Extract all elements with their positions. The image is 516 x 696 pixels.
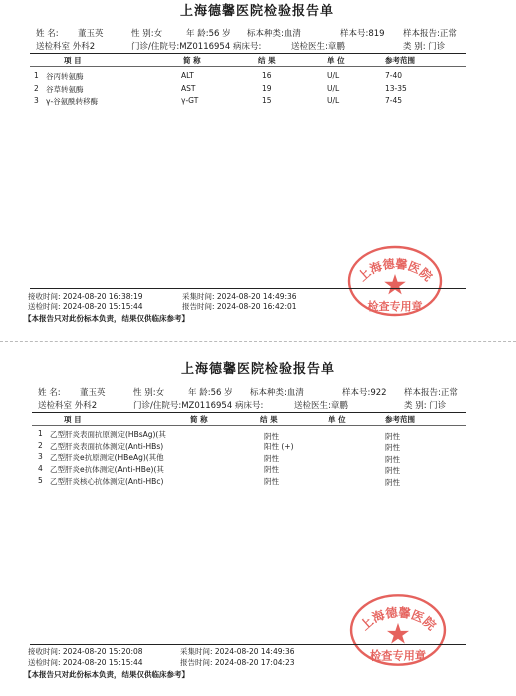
column-header: 结 果: [258, 56, 276, 65]
item-unit: U/L: [327, 84, 340, 93]
item-name: 乙型肝炎表面抗体测定(Anti-HBs): [50, 442, 164, 451]
item-reference: 7-40: [385, 71, 403, 80]
item-reference: 阴性: [385, 466, 400, 475]
item-abbr: ALT: [181, 71, 194, 80]
row-index: 3: [34, 96, 39, 105]
column-header: 结 果: [260, 415, 278, 424]
row-index: 2: [34, 84, 39, 93]
doctor: 送检医生:章鹏: [291, 42, 345, 52]
send-time: 送检时间: 2024-08-20 15:15:44: [28, 302, 143, 311]
item-reference: 13-35: [385, 84, 407, 93]
report-time: 报告时间: 2024-08-20 17:04:23: [180, 658, 295, 667]
category: 类 别: 门诊: [404, 401, 447, 411]
seal-top-text: 上海德馨医院: [357, 605, 439, 634]
page-separator: [0, 341, 516, 342]
department: 送检科室 外科2: [38, 401, 98, 411]
divider: [32, 412, 466, 413]
patient-name: 董玉英: [80, 388, 106, 398]
row-index: 1: [38, 429, 43, 438]
item-name: 乙型肝炎e抗原测定(HBeAg)(其他: [50, 453, 164, 462]
item-reference: 7-45: [385, 96, 403, 105]
name-label: 姓 名:: [36, 29, 59, 39]
report-time: 报告时间: 2024-08-20 16:42:01: [182, 302, 297, 311]
item-reference: 阴性: [385, 478, 400, 487]
row-index: 5: [38, 476, 43, 485]
category: 类 别: 门诊: [403, 42, 446, 52]
row-index: 2: [38, 441, 43, 450]
send-time: 送检时间: 2024-08-20 15:15:44: [28, 658, 143, 667]
report-title: 上海德馨医院检验报告单: [180, 4, 335, 19]
row-index: 4: [38, 464, 43, 473]
item-name: 乙型肝炎核心抗体测定(Anti-HBc): [50, 477, 164, 486]
item-name: 谷丙转氨酶: [46, 72, 84, 81]
column-header: 单 位: [327, 56, 345, 65]
divider: [30, 288, 466, 289]
hospital-seal: [348, 592, 448, 668]
item-name: 谷草转氨酶: [46, 85, 84, 94]
sample-number: 样本号:922: [342, 388, 387, 398]
outpatient-number: 门诊/住院号:MZ0116954 病床号:: [131, 42, 262, 52]
item-name: 乙型肝炎表面抗原测定(HBsAg)(其: [50, 430, 166, 439]
row-index: 3: [38, 452, 43, 461]
item-name: 乙型肝炎e抗体测定(Anti-HBe)(其: [50, 465, 164, 474]
receive-time: 接收时间: 2024-08-20 15:20:08: [28, 647, 143, 656]
sample-type: 标本种类:血清: [250, 388, 304, 398]
column-header: 单 位: [328, 415, 346, 424]
divider: [30, 644, 466, 645]
name-label: 姓 名:: [38, 388, 61, 398]
gender: 性 别:女: [131, 29, 163, 39]
receive-time: 接收时间: 2024-08-20 16:38:19: [28, 292, 143, 301]
disclaimer: 【本报告只对此份标本负责，结果仅供临床参考】: [24, 314, 189, 323]
column-header: 参考范围: [385, 56, 415, 65]
seal-top-text: 上海德馨医院: [355, 256, 435, 285]
column-header: 简 称: [183, 56, 201, 65]
report-status: 样本报告:正常: [403, 29, 457, 39]
sample-type: 标本种类:血清: [247, 29, 301, 39]
hospital-seal: [346, 244, 444, 318]
item-result: 16: [262, 71, 272, 80]
column-header: 项 目: [64, 56, 82, 65]
column-header: 参考范围: [385, 415, 415, 424]
item-unit: U/L: [327, 71, 340, 80]
item-result: 19: [262, 84, 272, 93]
gender: 性 别:女: [133, 388, 165, 398]
item-result: 阴性: [264, 477, 279, 486]
item-unit: U/L: [327, 96, 340, 105]
item-name: γ-谷氨酰转移酶: [46, 97, 99, 106]
item-abbr: γ-GT: [181, 96, 199, 105]
department: 送检科室 外科2: [36, 42, 96, 52]
item-result: 阴性: [264, 454, 279, 463]
collect-time: 采集时间: 2024-08-20 14:49:36: [182, 292, 297, 301]
column-header: 项 目: [64, 415, 82, 424]
report-title: 上海德馨医院检验报告单: [181, 362, 336, 377]
sample-number: 样本号:819: [340, 29, 385, 39]
item-result: 15: [262, 96, 272, 105]
divider: [30, 66, 466, 67]
item-reference: 阴性: [385, 455, 400, 464]
item-reference: 阴性: [385, 443, 400, 452]
item-result: 阳性 (+): [264, 442, 294, 451]
item-abbr: AST: [181, 84, 196, 93]
divider: [30, 53, 466, 54]
item-result: 阴性: [264, 465, 279, 474]
age: 年 龄:56 岁: [188, 388, 233, 398]
report-status: 样本报告:正常: [404, 388, 458, 398]
seal-bottom-text: 检查专用章: [367, 300, 423, 313]
age: 年 龄:56 岁: [186, 29, 231, 39]
doctor: 送检医生:章鹏: [294, 401, 348, 411]
disclaimer: 【本报告只对此份标本负责，结果仅供临床参考】: [24, 670, 189, 679]
outpatient-number: 门诊/住院号:MZ0116954 病床号:: [133, 401, 264, 411]
patient-name: 董玉英: [78, 29, 104, 39]
divider: [32, 425, 466, 426]
row-index: 1: [34, 71, 39, 80]
collect-time: 采集时间: 2024-08-20 14:49:36: [180, 647, 295, 656]
item-reference: 阴性: [385, 432, 400, 441]
seal-bottom-text: 检查专用章: [369, 649, 427, 663]
item-result: 阴性: [264, 432, 279, 441]
column-header: 简 称: [190, 415, 208, 424]
